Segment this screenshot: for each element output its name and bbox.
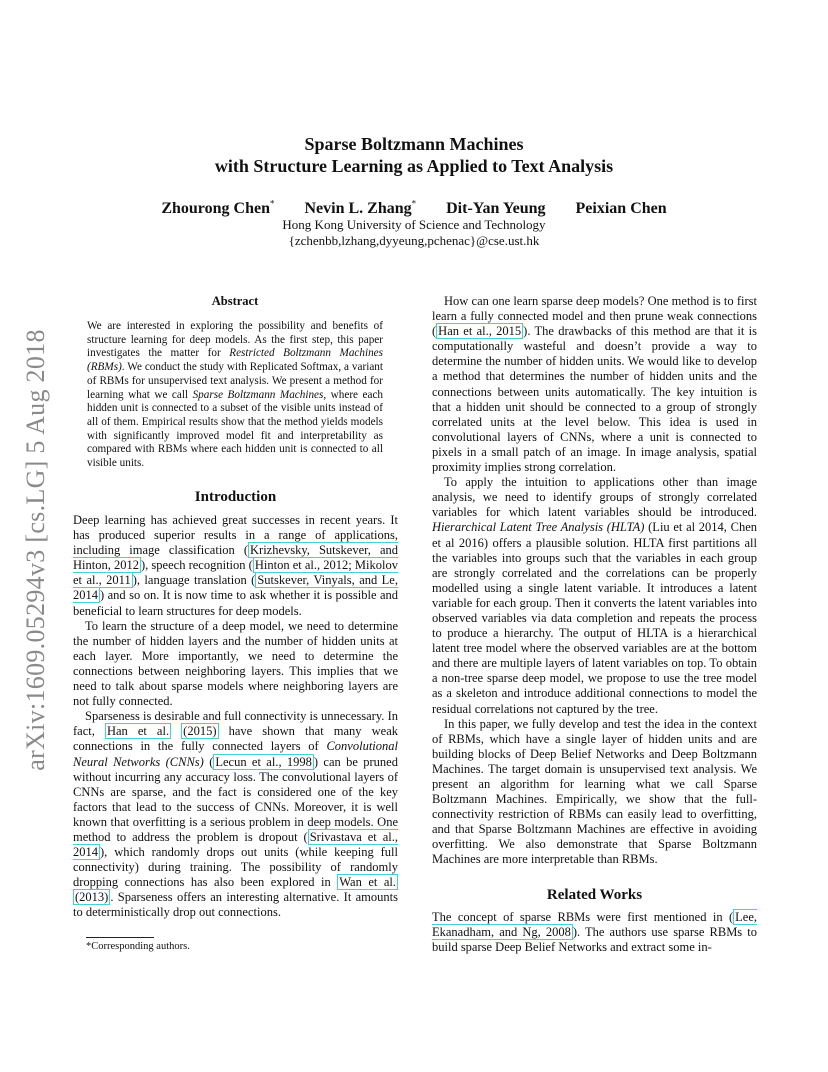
author-1: Zhourong Chen* — [161, 199, 275, 218]
author-3: Dit-Yan Yeung — [446, 200, 546, 218]
citation-link[interactable]: Wan et al. — [339, 875, 396, 890]
intro-paragraph-3: Sparseness is desirable and full connectivity is unnecessary. In fact, Han et al. (2015) have shown that many weak connections in the fully connected layers of Convolutional Neural Networks (CNNs) ( Lecun et al., 1998 ) can be pruned without incurring any accuracy loss. The convolutional layers of CNNs are sparse, and the fact is considered one of the key factors that lead to the success of CNNs. Moreover, it is well known that overfitting is a serious problem in deep models. One method to address the problem is dropout ( Srivastava et al., 2014 ), which randomly drops out units (while keeping full connectivity) during training. The possibility of randomly dropping connections has also been explored in Wan et al. (2013) . Sparseness offers an interesting alternative. It amounts to deterministically drop out connections. — [73, 709, 398, 920]
citation-link[interactable]: (2013) — [75, 890, 109, 905]
right-paragraph-1: How can one learn sparse deep models? One method is to first learn a fully connected model and then prune weak connections ( Han et al., 2015 ). The drawbacks of this method are that it is computationally wasteful and doesn’t provide a way to determine the number of hidden units. We would like to develop a method that determines the number of hidden units and the connections between units automatically. The key intuition is that a hidden unit should be connected to a group of strongly correlated units at the level below. This idea is used in convolutional layers of CNNs, where a unit is connected to pixels in a small patch of an image. In image analysis, spatial proximity implies strong correlation. — [432, 294, 757, 475]
introduction-heading: Introduction — [194, 489, 277, 505]
related-works-heading: Related Works — [546, 887, 643, 903]
paper-title — [0, 133, 828, 177]
citation-link[interactable]: Lee, Ekanadham, and Ng, 2008 — [432, 910, 757, 940]
emails: {zchenbb,lzhang,dyyeung,pchenac}@cse.ust.hk — [288, 233, 540, 248]
affiliation: Hong Kong University of Science and Technology — [282, 217, 546, 232]
author-4: Peixian Chen — [575, 200, 667, 218]
citation-link[interactable]: Han et al., 2015 — [438, 324, 522, 339]
author-list — [0, 199, 828, 218]
citation-link[interactable]: Srivastava et al., 2014 — [73, 829, 398, 860]
introduction-body — [73, 513, 398, 921]
intro-paragraph-2: To learn the structure of a deep model, we need to determine the number of hidden layers and the number of hidden units at each layer. More importantly, we need to determine the connections between neighboring layers. This implies that we need to talk about sparse models where neighboring layers are not fully connected. — [73, 618, 398, 709]
right-paragraph-3: In this paper, we fully develop and test the idea in the context of RBMs, which have a single layer of hidden units and are building blocks of Deep Belief Networks and Deep Boltzmann Machines. The target domain is unsupervised text analysis. We present an algorithm for learning what we call Sparse Boltzmann Machines. Empirically, we show that the full-connectivity restriction of RBMs can easily lead to overfitting, and that Sparse Boltzmann Machines are effective in avoiding overfitting. We also demonstrate that Sparse Boltzmann Machines are more interpretable than RBMs. — [432, 716, 757, 867]
footnote-rule — [86, 937, 154, 938]
citation-link[interactable]: Sutskever, Vinyals, and Le, 2014 — [73, 573, 398, 603]
author-2: Nevin L. Zhang* — [304, 199, 417, 218]
abstract-body: We are interested in exploring the possibility and benefits of structure learning for deep models. As the first step, this paper investigates the matter for Restricted Boltzmann Machines (RBMs). We conduct the study with Replicated Softmax, a variant of RBMs for unsupervised text analysis. We present a method for learning what we call Sparse Boltzmann Machines, where each hidden unit is connected to a subset of the visible units instead of all of them. Empirical results show that the method yields models with significantly improved model fit and interpretability as compared with RBMs where each hidden unit is connected to all visible units. — [87, 320, 383, 470]
footnote: *Corresponding authors. — [86, 941, 190, 952]
related-paragraph-1: The concept of sparse RBMs were first mentioned in ( Lee, Ekanadham, and Ng, 2008 ). The authors use sparse RBMs to build sparse Deep Belief Networks and extract some in- — [432, 910, 757, 955]
author-2-mark: * — [411, 199, 417, 209]
intro-paragraph-1: Deep learning has achieved great successes in recent years. It has produced superior results in a range of applications, including image classification ( Krizhevsky, Sutskever, and Hinton, 2012 ), speech recognition ( Hinton et al., 2012; Mikolov et al., 2011 ), language translation ( Sutskever, Vinyals, and Le, 2014 ) and so on. It is now time to ask whether it is possible and beneficial to learn structures for deep models. — [73, 513, 398, 618]
right-paragraph-2: To apply the intuition to applications other than image analysis, we need to identify groups of strongly correlated variables for which latent variables should be introduced. Hierarchical Latent Tree Analysis (HLTA) (Liu et al 2014, Chen et al 2016) offers a plausible solution. HLTA first partitions all the variables into groups such that the variables in each group are strongly correlated and the correlations can be properly modelled using a single latent variable. It introduces a latent variable for each group. Then it converts the latent variables into observed variables via data completion and repeats the process to produce a hierarchy. The output of HLTA is a hierarchical latent tree model where the observed variables are at the bottom and there are multiple layers of latent variables on top. To obtain a non-tree sparse deep model, we propose to use the tree model as a skeleton and introduce additional connections to model the residual correlations not captured by the tree. — [432, 475, 758, 716]
citation-link[interactable]: Lecun et al., 1998 — [215, 754, 312, 769]
arxiv-id-text: arXiv:1609.05294v3 [cs.LG] 5 Aug 2018 — [21, 329, 50, 771]
citation-link[interactable]: Hinton et al., 2012; Mikolov et al., 2011 — [73, 558, 398, 588]
arxiv-identifier — [20, 290, 52, 810]
citation-link[interactable]: Han et al. — [106, 724, 170, 739]
abstract-heading: Abstract — [211, 294, 259, 308]
title-line-1: Sparse Boltzmann Machines — [304, 134, 524, 154]
citation-link[interactable]: (2015) — [183, 724, 217, 739]
title-line-2: with Structure Learning as Applied to Text Analysis — [214, 156, 614, 176]
author-1-mark: * — [269, 199, 275, 209]
citation-link[interactable]: Krizhevsky, Sutskever, and Hinton, 2012 — [73, 543, 398, 573]
abstract-section — [87, 294, 383, 471]
related-works-body — [432, 910, 757, 955]
right-column-body — [432, 294, 757, 868]
